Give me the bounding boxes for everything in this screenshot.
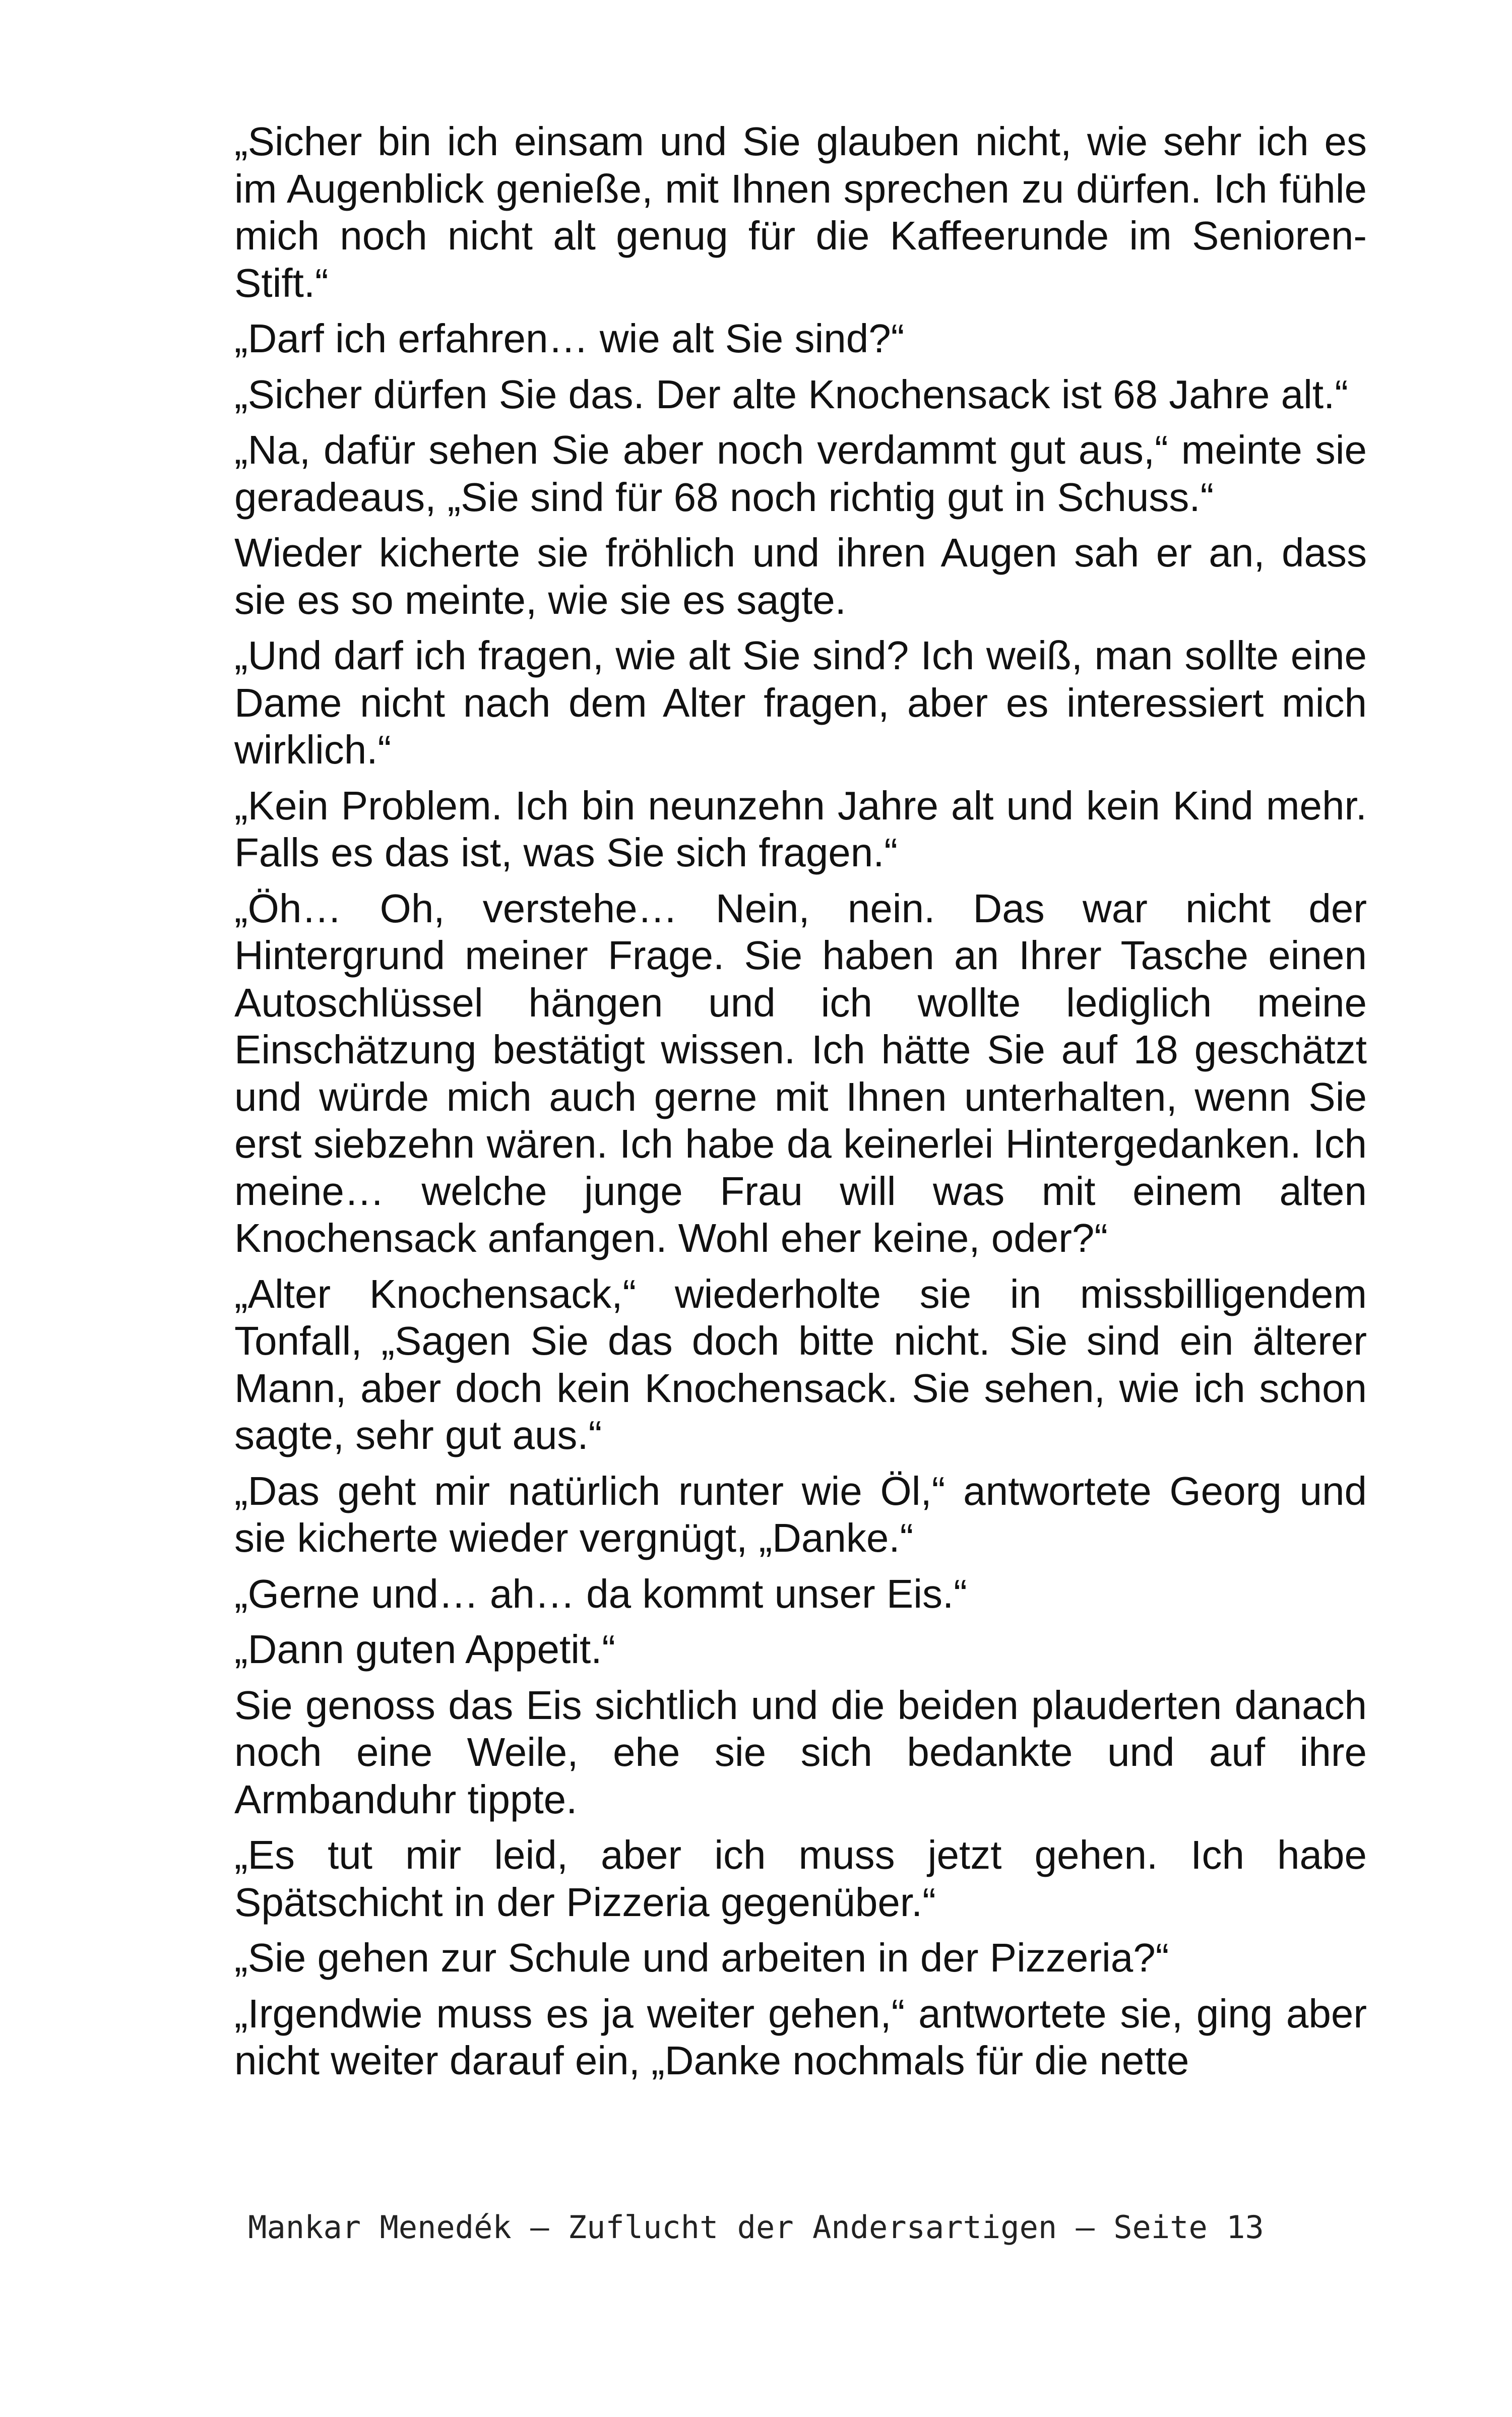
paragraph: „Es tut mir leid, aber ich muss jetzt gehen. Ich habe Spätschicht in der Pizzeria gegenüber.“ [234, 1832, 1367, 1925]
paragraph: „Na, dafür sehen Sie aber noch verdammt gut aus,“ meinte sie geradeaus, „Sie sind für 68 noch richtig gut in Schuss.“ [234, 427, 1367, 520]
paragraph: „Gerne und… ah… da kommt unser Eis.“ [234, 1571, 967, 1616]
paragraph: Sie genoss das Eis sichtlich und die beiden plauderten danach noch eine Weile, ehe sie sich bedankte und auf ihre Armbanduhr tippte. [234, 1682, 1367, 1822]
paragraph: „Darf ich erfahren… wie alt Sie sind?“ [234, 316, 905, 361]
paragraph: „Sicher bin ich einsam und Sie glauben nicht, wie sehr ich es im Augenblick genieße, mit Ihnen sprechen zu dürfen. Ich fühle mich noch nicht alt genug für die Kaffeerunde im Senioren-Stift.“ [234, 119, 1367, 305]
paragraph: „Und darf ich fragen, wie alt Sie sind? Ich weiß, man sollte eine Dame nicht nach dem Alter fragen, aber es interessiert mich wirklich.“ [234, 633, 1367, 772]
paragraph: „Kein Problem. Ich bin neunzehn Jahre alt und kein Kind mehr. Falls es das ist, was Sie sich fragen.“ [234, 783, 1367, 875]
body-text [234, 118, 1367, 2093]
paragraph: „Alter Knochensack,“ wiederholte sie in missbilligendem Tonfall, „Sagen Sie das doch bitte nicht. Sie sind ein älterer Mann, aber doch kein Knochensack. Sie sehen, wie ich schon sagte, sehr gut aus.“ [234, 1271, 1367, 1457]
paragraph: „Sicher dürfen Sie das. Der alte Knochensack ist 68 Jahre alt.“ [234, 371, 1348, 417]
page-footer: Mankar Menedék – Zuflucht der Andersartigen – Seite 13 [248, 2209, 1264, 2246]
paragraph: „Öh… Oh, verstehe… Nein, nein. Das war nicht der Hintergrund meiner Frage. Sie haben an Ihrer Tasche einen Autoschlüssel hängen und ich wollte lediglich meine Einschätzung bestätigt wissen. Ich hätte Sie auf 18 geschätzt und würde mich auch gerne mit Ihnen unterhalten, wenn Sie erst siebzehn wären. Ich habe da keinerlei Hintergedanken. Ich meine… welche junge Frau will was mit einem alten Knochensack anfangen. Wohl eher keine, oder?“ [234, 885, 1367, 1260]
paragraph: „Das geht mir natürlich runter wie Öl,“ antwortete Georg und sie kicherte wieder vergnügt, „Danke.“ [234, 1468, 1367, 1560]
paragraph: „Dann guten Appetit.“ [234, 1627, 616, 1672]
paragraph: „Irgendwie muss es ja weiter gehen,“ antwortete sie, ging aber nicht weiter darauf ein, „Danke nochmals für die nette [234, 1991, 1367, 2083]
paragraph: „Sie gehen zur Schule und arbeiten in der Pizzeria?“ [234, 1935, 1169, 1980]
paragraph: Wieder kicherte sie fröhlich und ihren Augen sah er an, dass sie es so meinte, wie sie es sagte. [234, 530, 1367, 622]
